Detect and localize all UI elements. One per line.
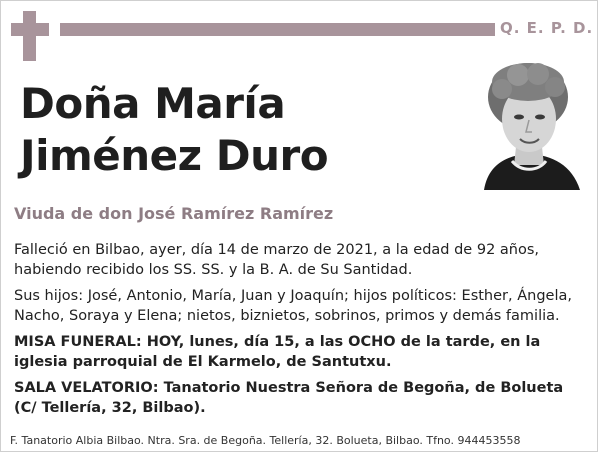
portrait-photo: [476, 57, 583, 190]
death-notice: Falleció en Bilbao, ayer, día 14 de marzo de 2021, a la edad de 92 años, habiendo recibido los SS. SS. y la B. A. de Su Santidad.: [14, 242, 540, 278]
family-list: Sus hijos: José, Antonio, María, Juan y Joaquín; hijos políticos: Esther, Ángela, Nacho, Soraya y Elena; nietos, biznietos, sobrinos, primos y demás familia.: [14, 288, 572, 324]
name-line-1: Doña María: [20, 79, 286, 128]
widow-subtitle: Viuda de don José Ramírez Ramírez: [14, 204, 334, 223]
wake-room: SALA VELATORIO: Tanatorio Nuestra Señora de Begoña, de Bolueta (C/ Tellería, 32, Bilbao).: [14, 380, 564, 416]
header-rule: [60, 23, 495, 36]
obituary-body: [14, 240, 589, 424]
deceased-name: [20, 78, 328, 182]
funeral-home-footer: F. Tanatorio Albia Bilbao. Ntra. Sra. de Begoña. Tellería, 32. Bolueta, Bilbao. Tfno. 944453558: [10, 434, 521, 447]
qepd-label: Q. E. P. D.: [500, 19, 594, 37]
funeral-mass: MISA FUNERAL: HOY, lunes, día 15, a las OCHO de la tarde, en la iglesia parroquial de El Karmelo, de Santutxu.: [14, 334, 541, 370]
name-line-2: Jiménez Duro: [20, 131, 329, 180]
